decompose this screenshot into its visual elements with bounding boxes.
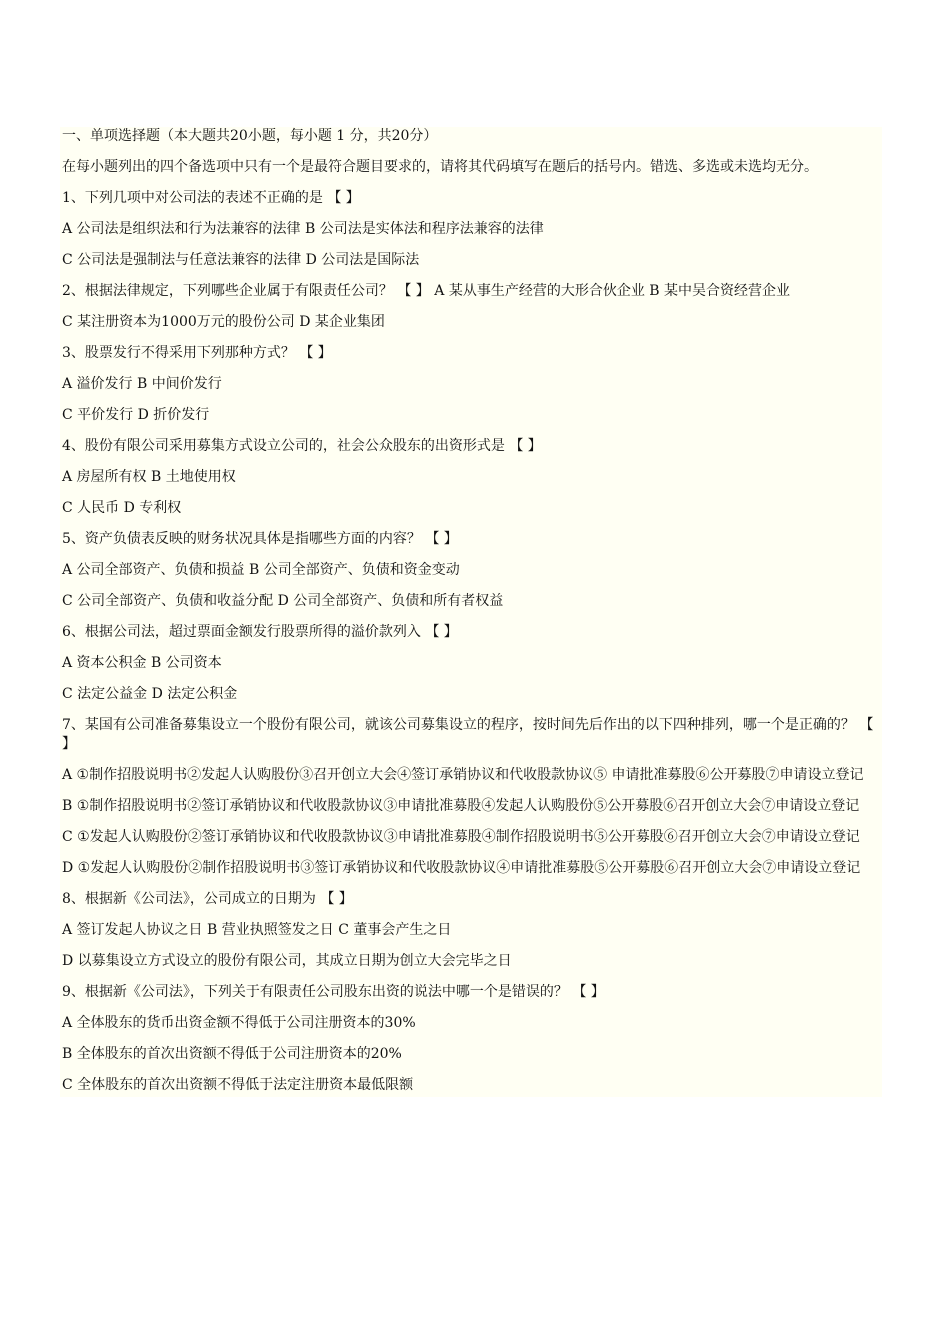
text-line: 2、根据法律规定，下列哪些企业属于有限责任公司？ 【 】 A 某从事生产经营的大形合伙企业 B 某中吴合资经营企业	[62, 283, 791, 299]
text-line: A 资本公积金 B 公司资本	[62, 655, 222, 671]
text-line: A 房屋所有权 B 土地使用权	[62, 469, 236, 485]
section-heading: 一、单项选择题（本大题共20小题，每小题 1 分，共20分）	[62, 128, 438, 144]
text-line: 1、下列几项中对公司法的表述不正确的是 【 】	[62, 190, 360, 206]
text-line: 9、根据新《公司法》，下列关于有限责任公司股东出资的说法中哪一个是错误的？ 【 】	[62, 984, 605, 1000]
text-line: C 平价发行 D 折价发行	[62, 407, 210, 423]
text-line: B 全体股东的首次出资额不得低于公司注册资本的20%	[62, 1046, 402, 1062]
text-line: A 签订发起人协议之日 B 营业执照签发之日 C 董事会产生之日	[62, 922, 452, 938]
text-line: C 全体股东的首次出资额不得低于法定注册资本最低限额	[62, 1077, 414, 1093]
text-line: C 公司全部资产、负债和收益分配 D 公司全部资产、负债和所有者权益	[62, 593, 504, 609]
text-line: B ①制作招股说明书②签订承销协议和代收股款协议③申请批准募股④发起人认购股份⑤公开募股⑥召开创立大会⑦申请设立登记	[62, 798, 860, 814]
exam-content	[60, 127, 882, 1097]
text-line: 7、某国有公司准备募集设立一个股份有限公司，就该公司募集设立的程序，按时间先后作出的以下四种排列，哪一个是正确的？ 【 】	[62, 717, 874, 752]
text-line: C 法定公益金 D 法定公积金	[62, 686, 238, 702]
text-line: A 公司全部资产、负债和损益 B 公司全部资产、负债和资金变动	[62, 562, 460, 578]
text-line: D ①发起人认购股份②制作招股说明书③签订承销协议和代收股款协议④申请批准募股⑤公开募股⑥召开创立大会⑦申请设立登记	[62, 860, 861, 876]
text-line: C ①发起人认购股份②签订承销协议和代收股款协议③申请批准募股④制作招股说明书⑤公开募股⑥召开创立大会⑦申请设立登记	[62, 829, 860, 845]
text-line: C 公司法是强制法与任意法兼容的法律 D 公司法是国际法	[62, 252, 420, 268]
text-line: A ①制作招股说明书②发起人认购股份③召开创立大会④签订承销协议和代收股款协议⑤ 申请批准募股⑥公开募股⑦申请设立登记	[62, 767, 864, 783]
text-line: 5、资产负债表反映的财务状况具体是指哪些方面的内容？ 【 】	[62, 531, 458, 547]
text-line: D 以募集设立方式设立的股份有限公司，其成立日期为创立大会完毕之日	[62, 953, 512, 969]
text-line: 8、根据新《公司法》，公司成立的日期为 【 】	[62, 891, 353, 907]
text-line: A 溢价发行 B 中间价发行	[62, 376, 222, 392]
text-line: A 公司法是组织法和行为法兼容的法律 B 公司法是实体法和程序法兼容的法律	[62, 221, 544, 237]
section-instructions: 在每小题列出的四个备选项中只有一个是最符合题目要求的，请将其代码填写在题后的括号内。错选、多选或未选均无分。	[62, 159, 818, 175]
text-line: 6、根据公司法，超过票面金额发行股票所得的溢价款列入 【 】	[62, 624, 458, 640]
question-list	[60, 189, 882, 1095]
text-line: 4、股份有限公司采用募集方式设立公司的，社会公众股东的出资形式是 【 】	[62, 438, 542, 454]
text-line: C 某注册资本为1000万元的股份公司 D 某企业集团	[62, 314, 385, 330]
text-line: A 全体股东的货币出资金额不得低于公司注册资本的30%	[62, 1015, 416, 1031]
text-line: 3、股票发行不得采用下列那种方式？ 【 】	[62, 345, 332, 361]
text-line: C 人民币 D 专利权	[62, 500, 182, 516]
